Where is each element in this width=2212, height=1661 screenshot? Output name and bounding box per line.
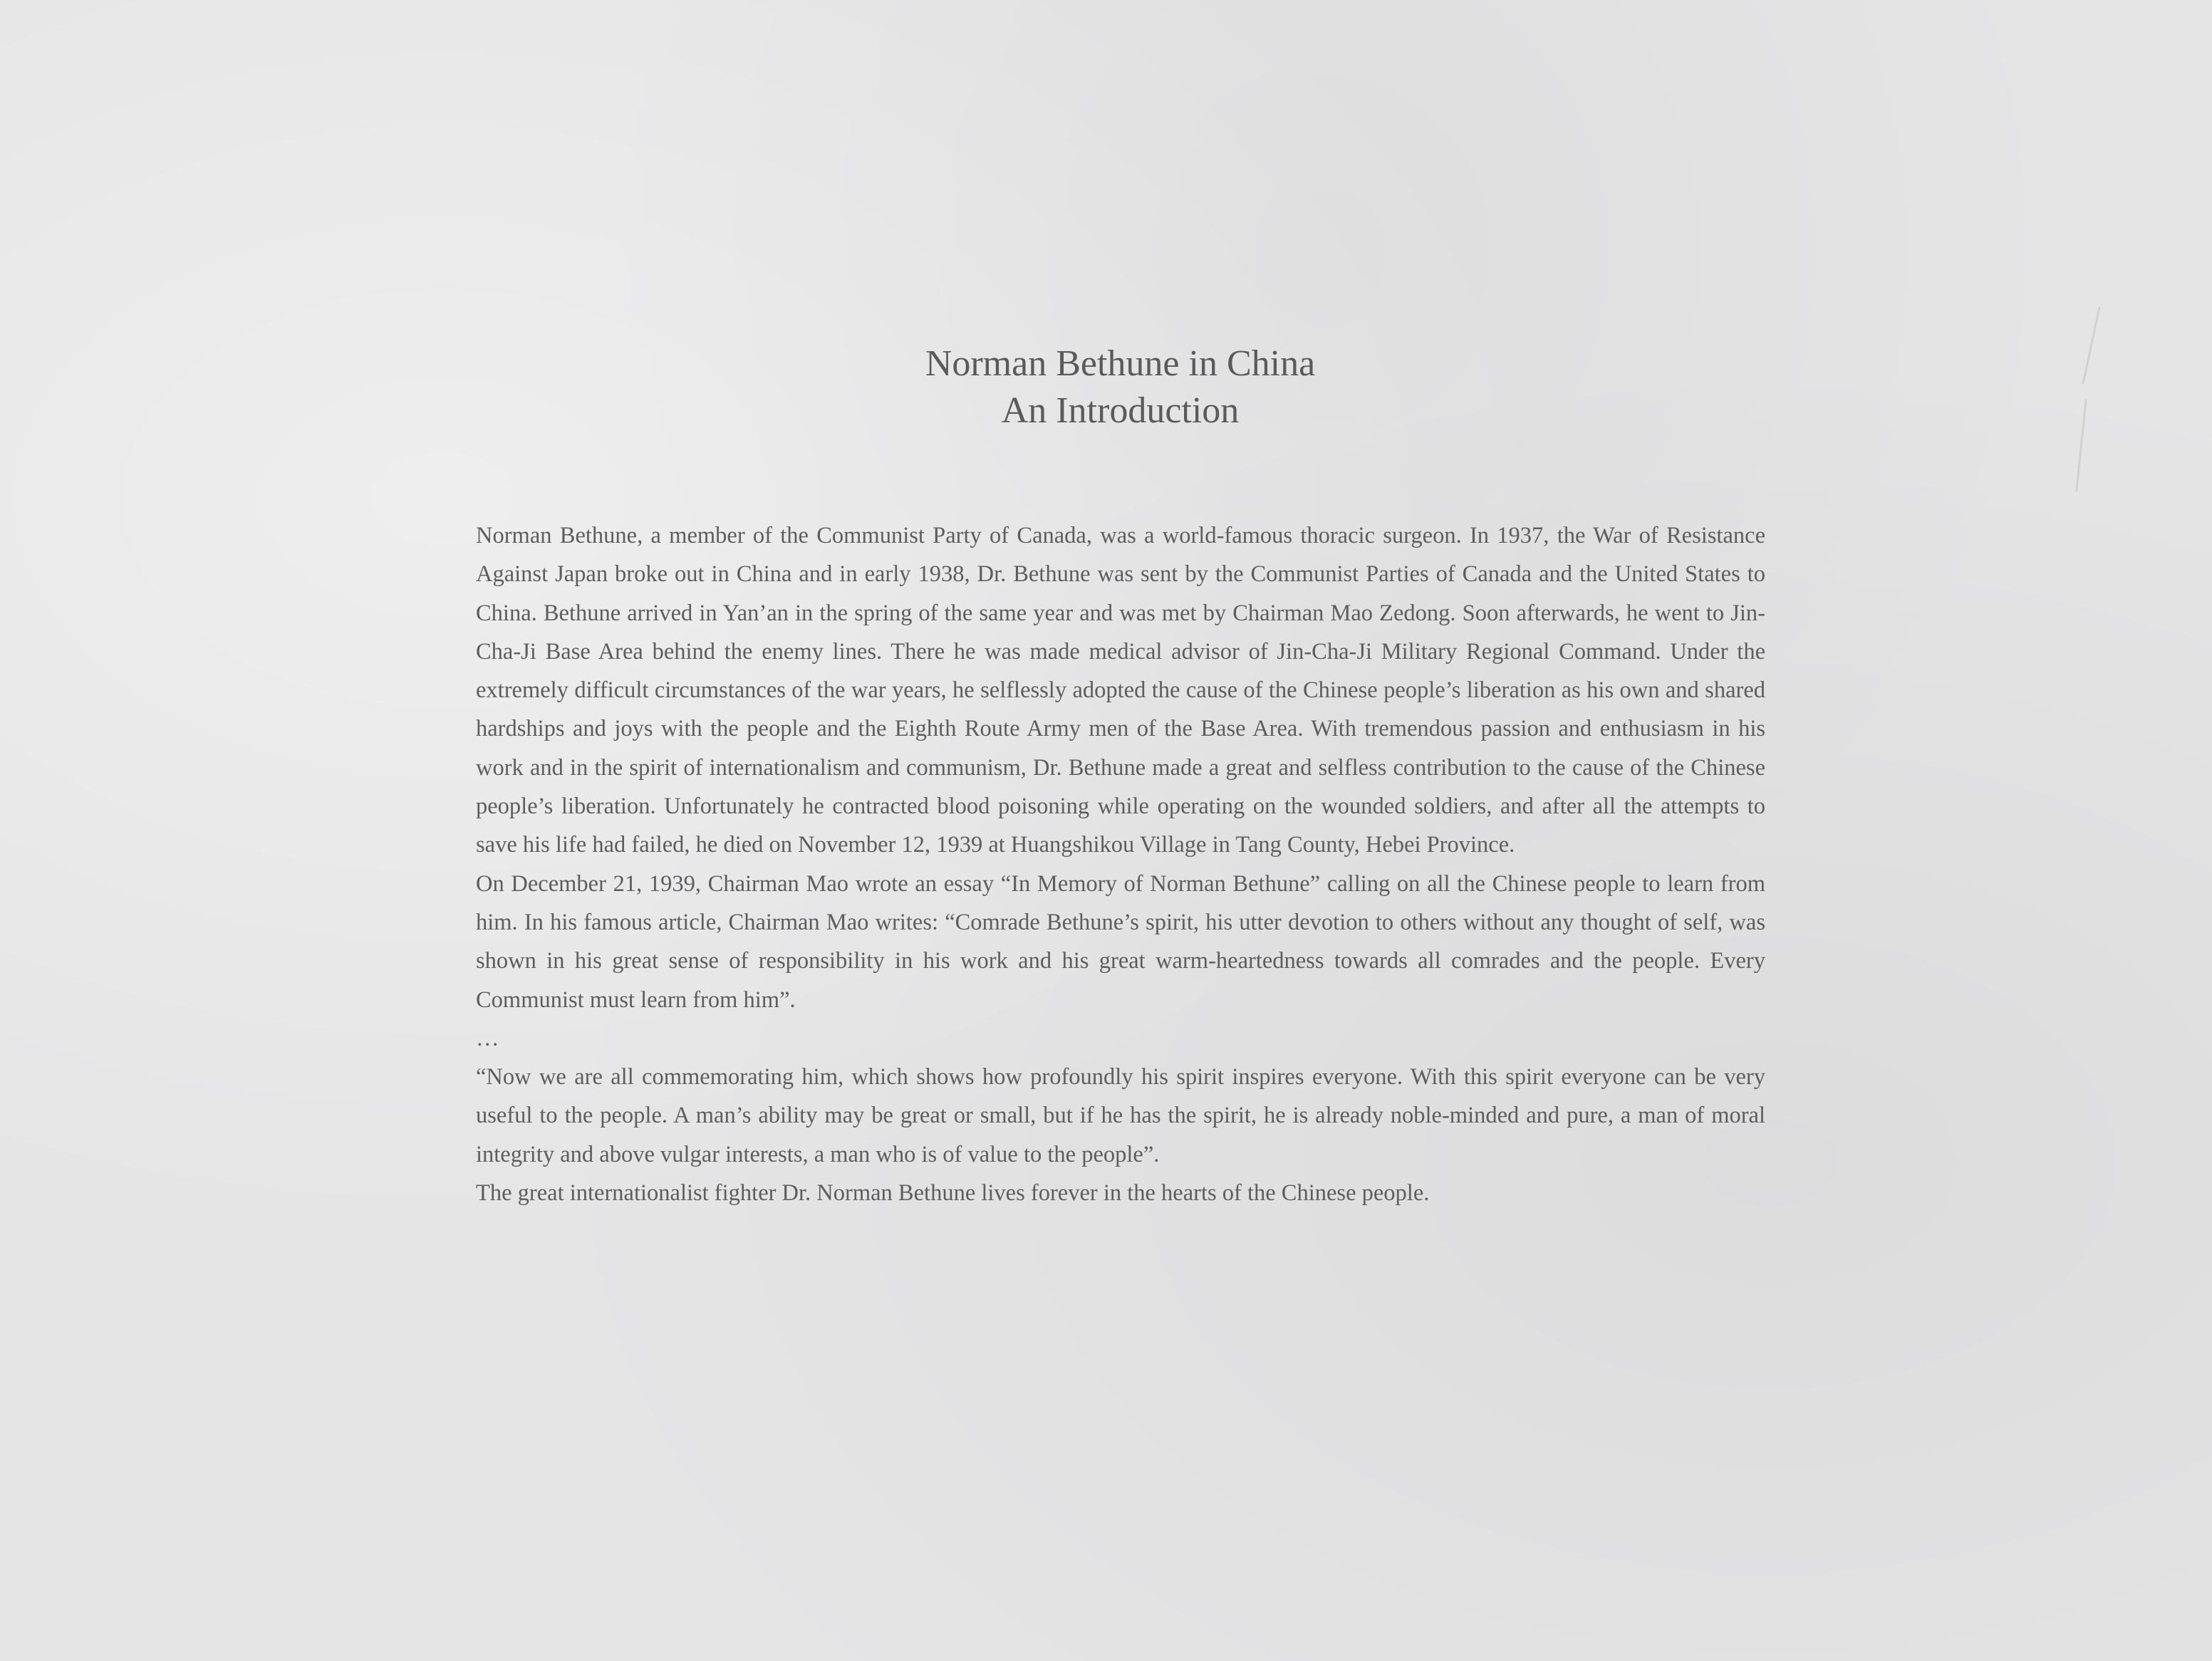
- title-subtitle: An Introduction: [1001, 390, 1240, 431]
- paragraph-ellipsis: …: [476, 1025, 499, 1051]
- paragraph-biography: Norman Bethune, a member of the Communist Party of Canada, was a world-famous thoracic surgeon. In 1937, the War of Resistance Against Japan broke out in China and in early 1938, Dr. Bethune was sent by the Communist Parties of Canada and the United States to China. Bethune arrived in Yan’an in the spring of the same year and was met by Chairman Mao Zedong. Soon afterwards, he went to Jin-Cha-Ji Base Area behind the enemy lines. There he was made medical advisor of Jin-Cha-Ji Military Regional Command. Under the extremely difficult circumstances of the war years, he selflessly adopted the cause of the Chinese people’s liberation as his own and shared hardships and joys with the people and the Eighth Route Army men of the Base Area. With tremendous passion and enthusiasm in his work and in the spirit of internationalism and communism, Dr. Bethune made a great and selfless contribution to the cause of the Chinese people’s liberation. Unfortunately he contracted blood poisoning while operating on the wounded soldiers, and after all the attempts to save his life had failed, he died on November 12, 1939 at Huangshikou Village in Tang County, Hebei Province.: [476, 523, 1765, 858]
- document-title: [0, 340, 2212, 434]
- title-main: Norman Bethune in China: [925, 343, 1316, 384]
- paragraph-memorial-essay: On December 21, 1939, Chairman Mao wrote an essay “In Memory of Norman Bethune” calling on all the Chinese people to learn from him. In his famous article, Chairman Mao writes: “Comrade Bethune’s spirit, his utter devotion to others without any thought of self, was shown in his great sense of responsibility in his work and his great warm-heartedness towards all comrades and the people. Every Communist must learn from him”.: [476, 870, 1765, 1013]
- paragraph-closing: The great internationalist fighter Dr. Norman Bethune lives forever in the hearts of the Chinese people.: [476, 1180, 1430, 1207]
- document-body: [476, 516, 1765, 1212]
- paragraph-quote: “Now we are all commemorating him, which shows how profoundly his spirit inspires everyone. With this spirit everyone can be very useful to the people. A man’s ability may be great or small, but if he has the spirit, he is already noble-minded and pure, a man of moral integrity and above vulgar interests, a man who is of value to the people”.: [476, 1064, 1765, 1167]
